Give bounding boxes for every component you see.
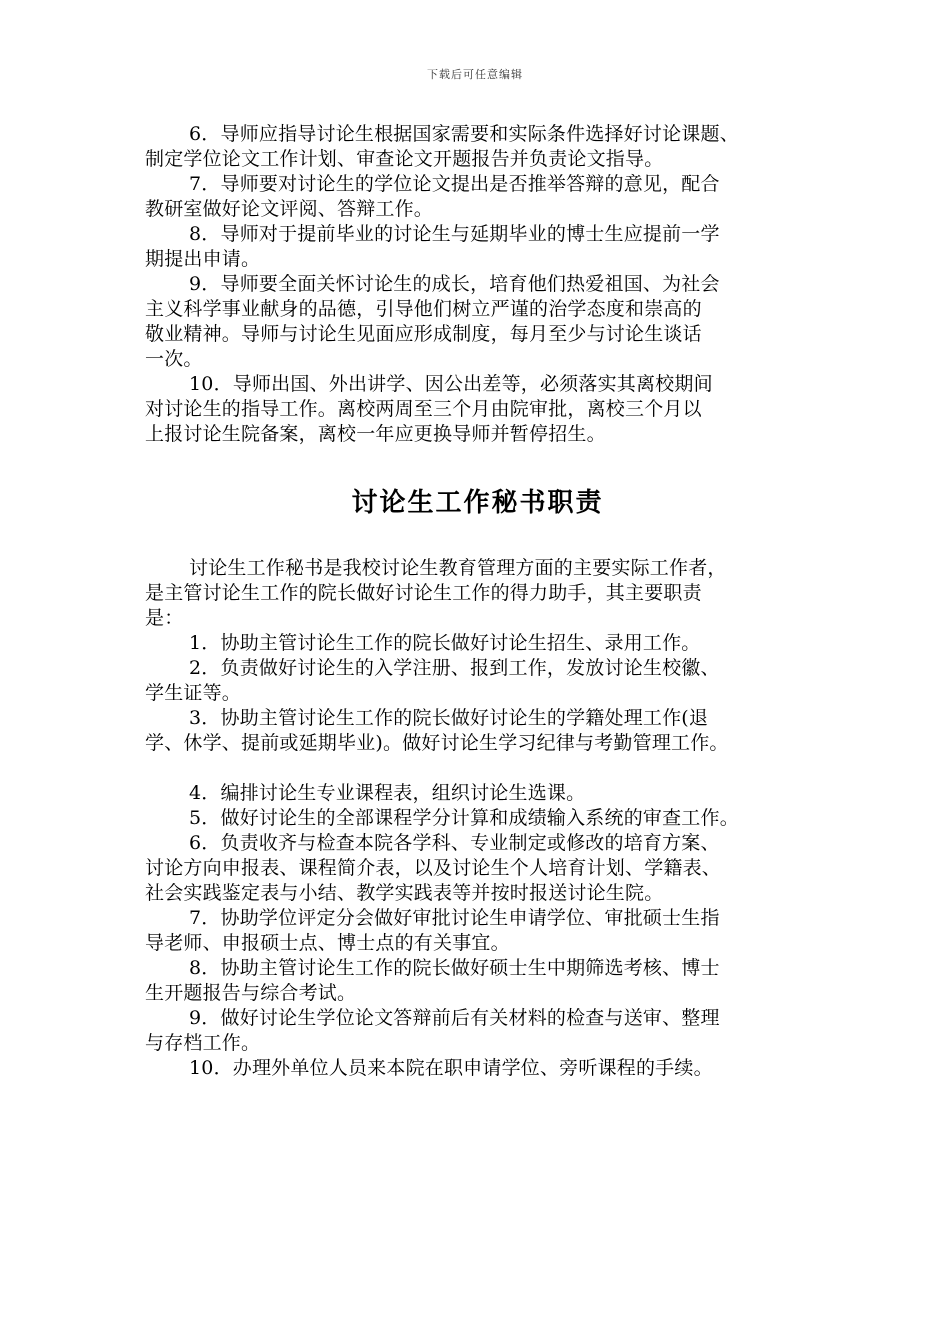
section-title: 讨论生工作秘书职责	[351, 488, 604, 518]
paragraph-line: 8．导师对于提前毕业的讨论生与延期毕业的博士生应提前一学	[189, 223, 720, 245]
list-item	[145, 831, 810, 906]
paragraph-line: 1．协助主管讨论生工作的院长做好讨论生招生、录用工作。	[189, 632, 701, 654]
paragraph-line: 期提出申请。	[145, 248, 261, 270]
paragraph-line: 导老师、申报硕士点、博士点的有关事宜。	[145, 932, 510, 954]
paragraph-line: 主义科学事业献身的品德，引导他们树立严谨的治学态度和崇高的	[145, 298, 702, 320]
paragraph-line: 讨论方向申报表、课程简介表，以及讨论生个人培育计划、学籍表、	[145, 857, 722, 879]
paragraph-line: 4．编排讨论生专业课程表，组织讨论生选课。	[189, 782, 586, 804]
paragraph-line: 3．协助主管讨论生工作的院长做好讨论生的学籍处理工作(退	[189, 707, 709, 729]
list-item	[145, 706, 810, 756]
list-item	[145, 906, 810, 956]
intro-paragraph	[145, 556, 810, 631]
paragraph-line: 是主管讨论生工作的院长做好讨论生工作的得力助手，其主要职责	[145, 582, 702, 604]
paragraph-line: 敬业精神。导师与讨论生见面应形成制度，每月至少与讨论生谈话	[145, 323, 702, 345]
paragraph-line: 9．做好讨论生学位论文答辩前后有关材料的检查与送审、整理	[189, 1007, 720, 1029]
list-item	[145, 781, 810, 806]
paragraph-line: 上报讨论生院备案，离校一年应更换导师并暂停招生。	[145, 423, 606, 445]
paragraph-line: 7．协助学位评定分会做好审批讨论生申请学位、审批硕士生指	[189, 907, 720, 929]
list-item	[145, 172, 810, 222]
paragraph-line: 学、休学、提前或延期毕业)。做好讨论生学习纪律与考勤管理工作。	[145, 732, 729, 754]
paragraph-line: 7．导师要对讨论生的学位论文提出是否推举答辩的意见，配合	[189, 173, 720, 195]
paragraph-line: 9．导师要全面关怀讨论生的成长，培育他们热爱祖国、为社会	[189, 273, 720, 295]
paragraph-line: 5．做好讨论生的全部课程学分计算和成绩输入系统的审查工作。	[189, 807, 739, 829]
list-item	[145, 372, 810, 447]
advisor-duties-list	[145, 122, 810, 447]
paragraph-line: 8．协助主管讨论生工作的院长做好硕士生中期筛选考核、博士	[189, 957, 720, 979]
list-item	[145, 222, 810, 272]
paragraph-line: 生开题报告与综合考试。	[145, 982, 357, 1004]
paragraph-line: 与存档工作。	[145, 1032, 261, 1054]
paragraph-line: 6．负责收齐与检查本院各学科、专业制定或修改的培育方案、	[189, 832, 720, 854]
list-item	[145, 631, 810, 656]
paragraph-line: 制定学位论文工作计划、审查论文开题报告并负责论文指导。	[145, 148, 664, 170]
list-item	[145, 656, 810, 706]
page-header-note: 下载后可任意编辑	[427, 68, 523, 81]
paragraph-line: 讨论生工作秘书是我校讨论生教育管理方面的主要实际工作者，	[189, 557, 727, 579]
list-item	[145, 1056, 810, 1081]
list-item	[145, 122, 810, 172]
paragraph-line: 对讨论生的指导工作。离校两周至三个月由院审批，离校三个月以	[145, 398, 702, 420]
blank-line	[145, 756, 810, 781]
paragraph-line: 6．导师应指导讨论生根据国家需要和实际条件选择好讨论课题、	[189, 123, 739, 145]
paragraph-line: 一次。	[145, 348, 203, 370]
paragraph-line: 2．负责做好讨论生的入学注册、报到工作，发放讨论生校徽、	[189, 657, 720, 679]
paragraph-line: 是：	[145, 607, 184, 629]
paragraph-line: 社会实践鉴定表与小结、教学实践表等并按时报送讨论生院。	[145, 882, 664, 904]
paragraph-line: 10．导师出国、外出讲学、因公出差等，必须落实其离校期间	[189, 373, 713, 395]
paragraph-line: 教研室做好论文评阅、答辩工作。	[145, 198, 434, 220]
list-item	[145, 956, 810, 1006]
secretary-duties-list	[145, 631, 810, 1081]
paragraph-line: 学生证等。	[145, 682, 242, 704]
paragraph-line: 10．办理外单位人员来本院在职申请学位、旁听课程的手续。	[189, 1057, 713, 1079]
list-item	[145, 1006, 810, 1056]
list-item	[145, 272, 810, 372]
document-body	[145, 122, 810, 1081]
list-item	[145, 806, 810, 831]
